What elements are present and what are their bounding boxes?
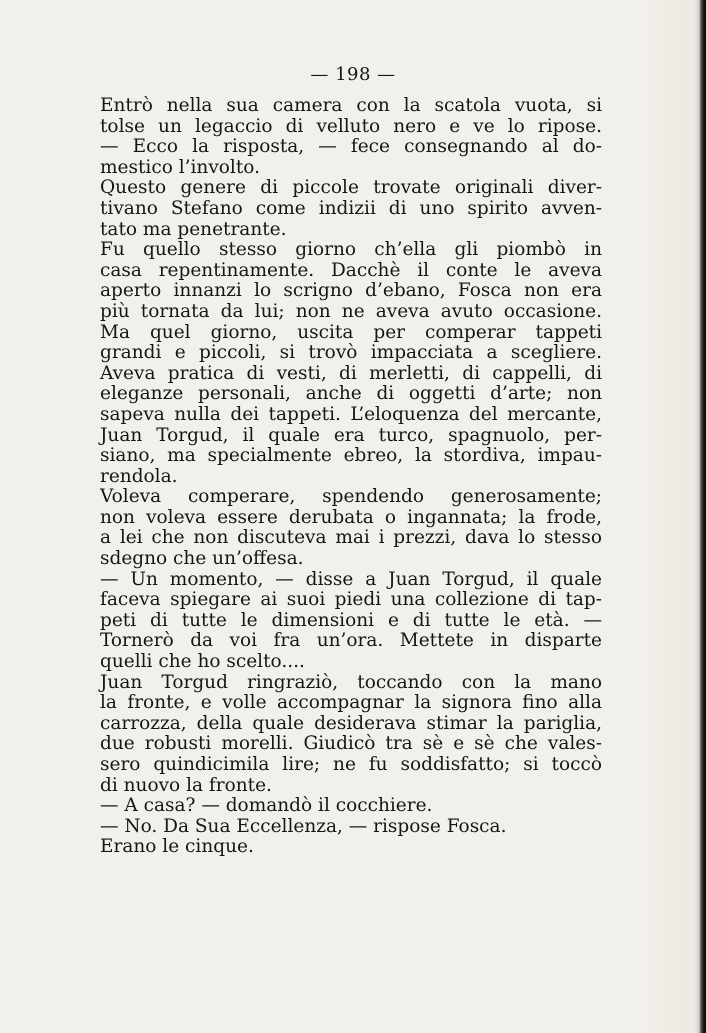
text-line: più tornata da lui; non ne aveva avuto occasione. [100, 300, 602, 322]
text-line: di nuovo la fronte. [100, 774, 272, 796]
text-line: — Un momento, — disse a Juan Torgud, il quale [100, 568, 602, 590]
page-number: — 198 — [310, 64, 396, 85]
text-line: tato ma penetrante. [100, 218, 287, 240]
text-line: sdegno che un’offesa. [100, 548, 304, 570]
text-line: la fronte, e volle accompagnar la signora fino alla [100, 692, 602, 714]
text-line: Juan Torgud, il quale era turco, spagnuolo, per- [100, 424, 602, 446]
text-line: grandi e piccoli, si trovò impacciata a scegliere. [100, 342, 602, 364]
text-line: — A casa? — domandò il cocchiere. [100, 795, 433, 817]
text-line: Ma quel giorno, uscita per comperar tappeti [100, 321, 602, 343]
text-line: a lei che non discuteva mai i prezzi, dava lo stesso [100, 527, 602, 549]
text-line: peti di tutte le dimensioni e di tutte le età. — [100, 609, 602, 631]
text-line: — Ecco la risposta, — fece consegnando al do- [100, 136, 602, 158]
text-line: Aveva pratica di vesti, di merletti, di cappelli, di [100, 362, 602, 384]
text-line: eleganze personali, anche di oggetti d’arte; non [100, 383, 602, 405]
text-line: Questo genere di piccole trovate originali diver- [100, 177, 602, 199]
text-line: rendola. [100, 465, 178, 487]
text-line: — No. Da Sua Eccellenza, — rispose Fosca. [100, 815, 507, 837]
body-text [100, 96, 602, 858]
text-line: carrozza, della quale desiderava stimar la pariglia, [100, 712, 602, 734]
text-line: Tornerò da voi fra un’ora. Mettete in disparte [100, 630, 602, 652]
text-line: Erano le cinque. [100, 836, 254, 858]
text-line: quelli che ho scelto.... [100, 651, 305, 673]
text-line: aperto innanzi lo scrigno d’ebano, Fosca non era [100, 280, 602, 302]
page-edge-shadow [644, 0, 706, 1033]
text-line: non voleva essere derubata o ingannata; la frode, [100, 506, 602, 528]
text-line: sapeva nulla dei tappeti. L’eloquenza del mercante, [100, 403, 602, 425]
text-line: sero quindicimila lire; ne fu soddisfatto; si toccò [100, 754, 602, 775]
text-line: due robusti morelli. Giudicò tra sè e sè che vales- [100, 733, 602, 755]
text-line: siano, ma specialmente ebreo, la stordiva, impau- [100, 445, 602, 467]
text-line: Fu quello stesso giorno ch’ella gli piombò in [100, 239, 602, 261]
text-line: tivano Stefano come indizii di uno spirito avven- [100, 197, 602, 219]
text-line: Juan Torgud ringraziò, toccando con la mano [100, 671, 602, 693]
text-line: Entrò nella sua camera con la scatola vuota, si [100, 95, 602, 116]
text-line: faceva spiegare ai suoi piedi una collezione di tap- [100, 589, 602, 611]
text-line: mestico l’involto. [100, 156, 260, 178]
text-line: casa repentinamente. Dacchè il conte le aveva [100, 259, 602, 281]
text-line: tolse un legaccio di velluto nero e ve lo ripose. [100, 115, 602, 137]
text-line: Voleva comperare, spendendo generosamente; [100, 486, 602, 508]
